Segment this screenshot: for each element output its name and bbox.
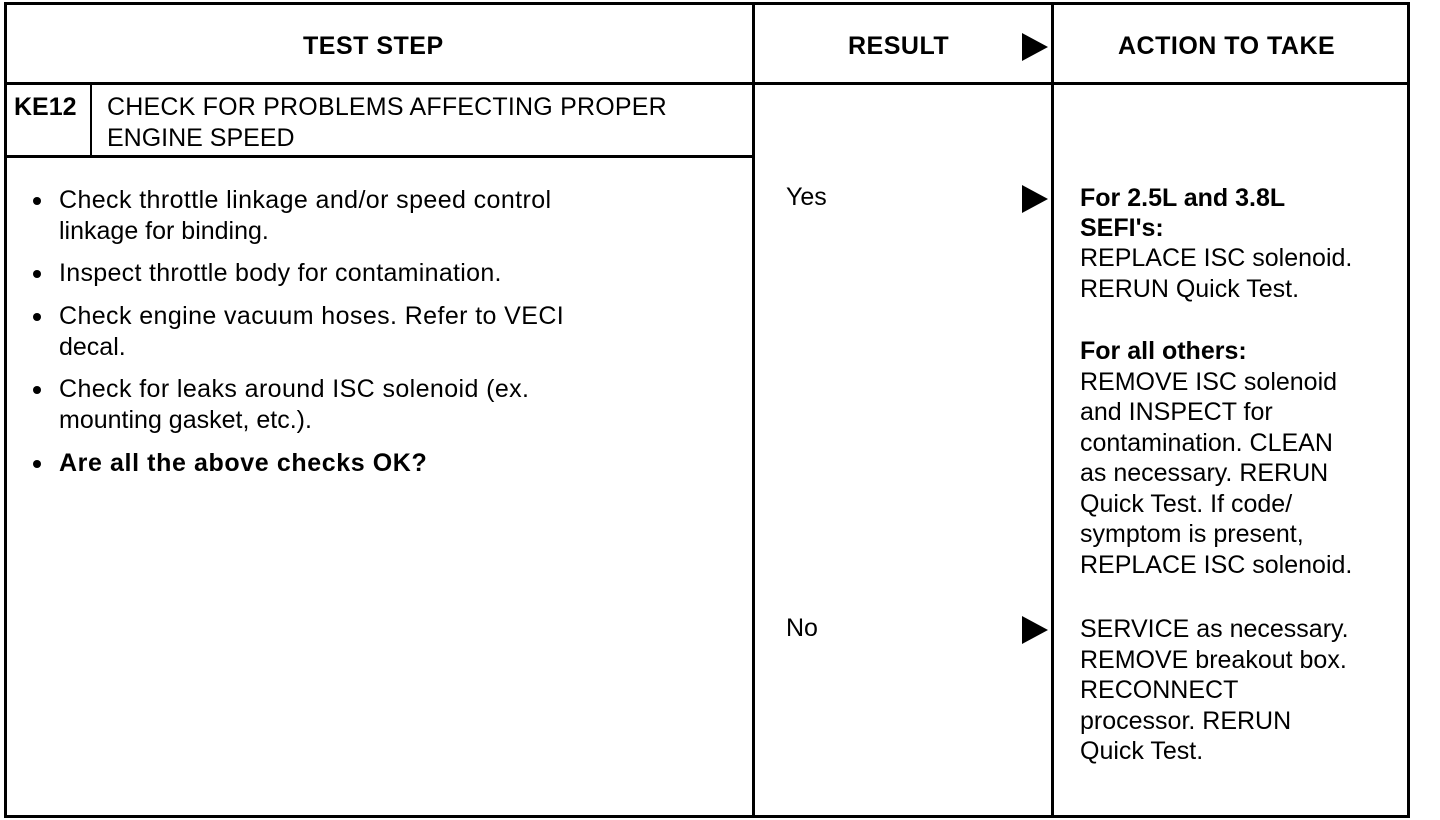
check-item-3 — [59, 301, 564, 362]
table-border-bottom — [4, 815, 1410, 818]
column-divider-result — [752, 2, 755, 818]
action-yes-group2 — [1080, 336, 1352, 580]
header-test-step: TEST STEP — [303, 32, 444, 60]
check-1-line2: linkage for binding. — [59, 216, 269, 245]
step-code-divider — [90, 84, 92, 157]
result-no-arrow-icon — [1022, 616, 1048, 644]
bullet-3 — [33, 313, 41, 321]
bullet-2 — [33, 270, 41, 278]
header-result: RESULT — [848, 32, 950, 60]
action-yes-group2-line3: contamination. CLEAN — [1080, 428, 1333, 457]
action-yes-group2-line6: symptom is present, — [1080, 520, 1304, 548]
result-yes: Yes — [786, 183, 827, 211]
action-yes-group2-line1: REMOVE ISC solenoid — [1080, 367, 1338, 396]
action-yes-group1 — [1080, 183, 1352, 304]
step-code: KE12 — [14, 93, 77, 121]
action-yes-heading1: For 2.5L and 3.8L — [1080, 184, 1286, 212]
check-2-line1: Inspect throttle body for contamination. — [59, 259, 502, 287]
result-yes-arrow-icon — [1022, 185, 1048, 213]
check-4-line1: Check for leaks around ISC solenoid (ex. — [59, 375, 530, 403]
action-yes-group2-line5: Quick Test. If code/ — [1080, 489, 1293, 518]
check-1-line1: Check throttle linkage and/or speed control — [59, 186, 552, 214]
action-no-line1: SERVICE as necessary. — [1080, 615, 1349, 643]
action-no — [1080, 614, 1349, 767]
table-border-top — [4, 2, 1410, 5]
table-border-left — [4, 2, 7, 818]
action-no-line4: processor. RERUN — [1080, 706, 1292, 735]
check-3-line1: Check engine vacuum hoses. Refer to VECI — [59, 302, 565, 330]
check-3-line2: decal. — [59, 332, 126, 361]
action-yes-group2-line7: REPLACE ISC solenoid. — [1080, 550, 1353, 579]
action-yes-line2: RERUN Quick Test. — [1080, 274, 1300, 303]
bullet-4 — [33, 386, 41, 394]
check-item-4 — [59, 374, 529, 435]
check-5-line1: Are all the above checks OK? — [59, 449, 428, 477]
action-yes-heading2: SEFI's: — [1080, 213, 1164, 242]
bullet-1 — [33, 197, 41, 205]
table-border-right — [1407, 2, 1410, 818]
result-no: No — [786, 614, 818, 642]
bullet-5 — [33, 460, 41, 468]
header-arrow-icon — [1022, 33, 1048, 61]
action-yes-group2-heading: For all others: — [1080, 337, 1247, 365]
action-yes-line1: REPLACE ISC solenoid. — [1080, 244, 1353, 272]
action-no-line5: Quick Test. — [1080, 737, 1204, 765]
check-item-5 — [59, 448, 427, 479]
check-item-2 — [59, 258, 502, 289]
action-no-line2: REMOVE breakout box. — [1080, 645, 1347, 674]
action-yes-group2-line4: as necessary. RERUN — [1080, 459, 1329, 487]
header-action-to-take: ACTION TO TAKE — [1118, 32, 1336, 60]
column-divider-action — [1051, 2, 1054, 818]
step-title-line1: CHECK FOR PROBLEMS AFFECTING PROPER — [107, 93, 667, 121]
check-4-line2: mounting gasket, etc.). — [59, 405, 312, 434]
header-divider — [4, 82, 1410, 85]
step-title-divider — [4, 155, 755, 158]
check-item-1 — [59, 185, 551, 246]
step-title — [107, 92, 667, 153]
step-title-line2: ENGINE SPEED — [107, 123, 295, 152]
action-yes-group2-line2: and INSPECT for — [1080, 398, 1273, 426]
action-no-line3: RECONNECT — [1080, 676, 1239, 704]
